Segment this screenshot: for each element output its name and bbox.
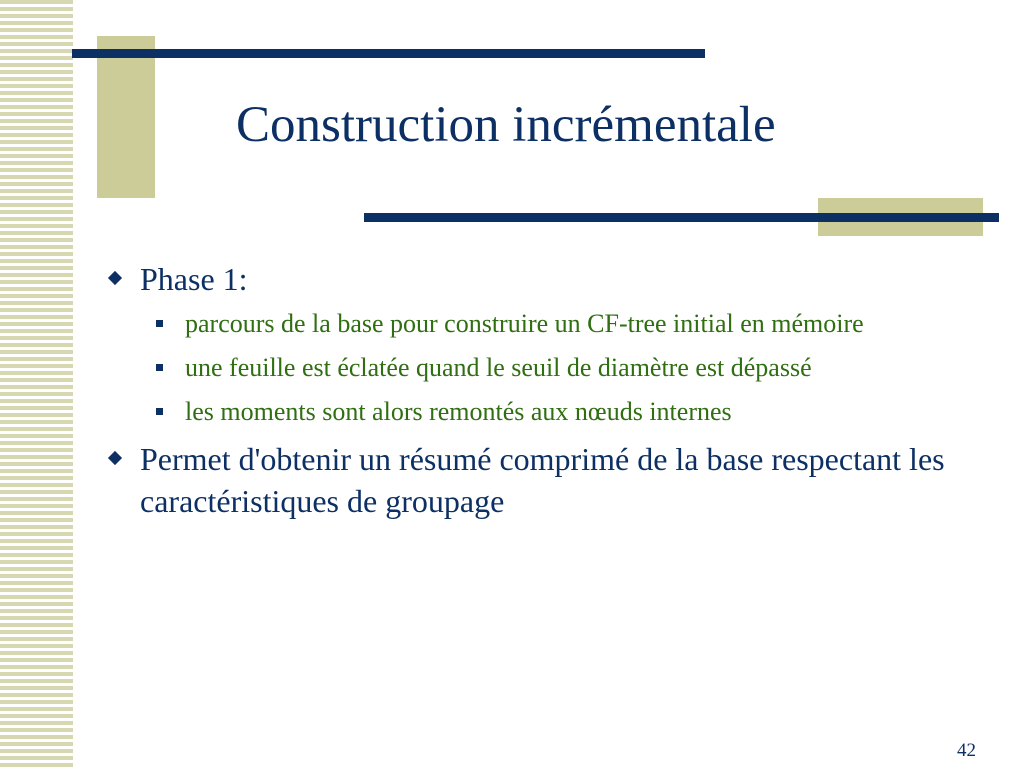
sub-bullet-item bbox=[104, 350, 964, 386]
title-rule-top bbox=[72, 49, 705, 58]
sub-bullet-text: parcours de la base pour construire un CF-tree initial en mémoire bbox=[185, 309, 864, 338]
bullet-phase-1 bbox=[104, 258, 964, 300]
sub-bullet-item bbox=[104, 394, 964, 430]
slide-title: Construction incrémentale bbox=[236, 97, 776, 153]
title-rule-bottom bbox=[364, 213, 999, 222]
sub-bullet-text: une feuille est éclatée quand le seuil de diamètre est dépassé bbox=[185, 353, 812, 382]
slide-content bbox=[104, 258, 964, 528]
sub-bullet-item bbox=[104, 306, 964, 342]
square-bullet-icon bbox=[156, 364, 163, 371]
square-bullet-icon bbox=[156, 408, 163, 415]
decorative-stripes bbox=[0, 0, 73, 768]
bullet-text: Phase 1: bbox=[140, 261, 248, 297]
page-number: 42 bbox=[957, 740, 976, 761]
bullet-text: Permet d'obtenir un résumé comprimé de la base respectant les caractéristiques de groupage bbox=[140, 441, 945, 519]
square-bullet-icon bbox=[156, 320, 163, 327]
sub-bullet-list bbox=[104, 306, 964, 430]
bullet-summary bbox=[104, 438, 964, 522]
diamond-bullet-icon bbox=[108, 451, 122, 465]
sub-bullet-text: les moments sont alors remontés aux nœuds internes bbox=[185, 397, 732, 426]
decorative-block-top bbox=[97, 36, 155, 198]
diamond-bullet-icon bbox=[108, 271, 122, 285]
